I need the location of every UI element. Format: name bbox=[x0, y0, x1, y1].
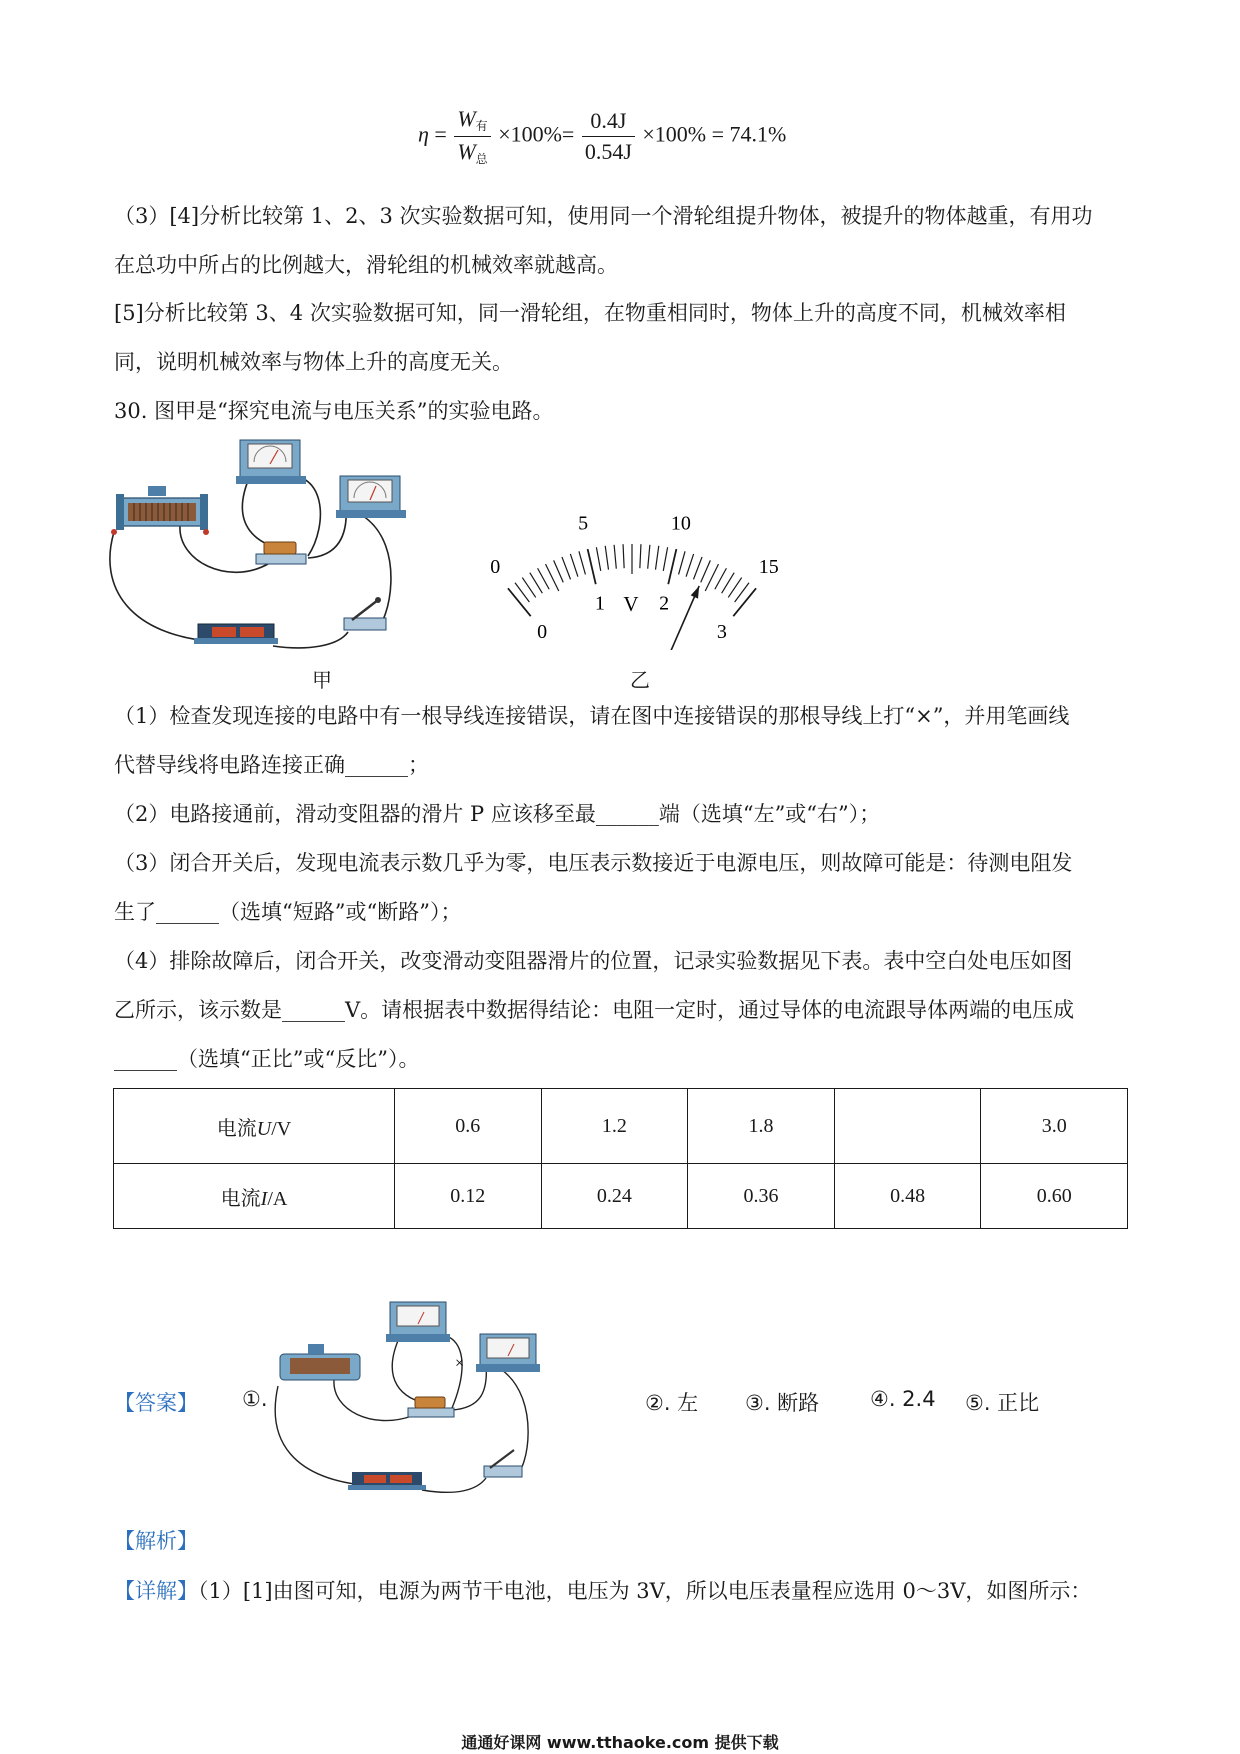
dial-upper-label: 0 bbox=[490, 555, 501, 578]
dial-tick bbox=[562, 557, 571, 579]
dial-tick bbox=[538, 568, 550, 589]
table-cell-blank bbox=[834, 1089, 981, 1164]
efficiency-formula bbox=[418, 106, 786, 174]
jiexi-tag: 【解析】 bbox=[114, 1529, 198, 1553]
figure-label-right: 乙 bbox=[630, 668, 650, 692]
dial-lower-label: 1 bbox=[594, 592, 605, 615]
answer-tag: 【答案】 bbox=[114, 1391, 198, 1415]
needle-arrowhead bbox=[691, 586, 699, 599]
analysis-line: （3）[4]分析比较第 1、2、3 次实验数据可知，使用同一个滑轮组提升物体，被提升的物体越重，有用功 bbox=[114, 204, 1093, 228]
answer-item-3: ③. 断路 bbox=[745, 1391, 820, 1415]
dial-lower-label: 2 bbox=[659, 592, 670, 615]
question-line: 乙所示，该示数是______V。请根据表中数据得结论：电阻一定时，通过导体的电流跟导体两端的电压成 bbox=[114, 998, 1075, 1022]
dial-tick bbox=[614, 545, 616, 569]
dial-tick bbox=[596, 547, 600, 571]
page-footer: 通通好课网 www.tthaoke.com 提供下载 bbox=[461, 1733, 779, 1752]
value-fraction bbox=[582, 108, 635, 165]
dial-tick bbox=[679, 551, 685, 574]
dial-tick bbox=[648, 545, 650, 569]
dial-tick bbox=[668, 549, 676, 584]
corrected-circuit-diagram bbox=[272, 1300, 590, 1500]
voltmeter bbox=[336, 476, 406, 518]
question-line: （4）排除故障后，闭合开关，改变滑动变阻器滑片的位置，记录实验数据见下表。表中空白处电压如图 bbox=[114, 949, 1073, 973]
times-hundred: ×100%= bbox=[498, 121, 575, 147]
table-cell: 1.2 bbox=[541, 1089, 688, 1164]
dial-upper-label: 15 bbox=[758, 555, 779, 578]
useful-work-symbol: W bbox=[457, 106, 476, 131]
table-cell: 0.60 bbox=[981, 1164, 1128, 1229]
ammeter bbox=[236, 440, 306, 484]
question-line: ______（选填“正比”或“反比”）。 bbox=[114, 1047, 420, 1071]
battery-box bbox=[194, 624, 278, 644]
question-line: 代替导线将电路连接正确______； bbox=[114, 753, 429, 777]
dial-tick bbox=[693, 557, 702, 579]
dial-tick bbox=[663, 547, 667, 571]
question-line: 生了______（选填“短路”或“断路”）； bbox=[114, 900, 462, 924]
answer-item-4: ④. 2.4 bbox=[870, 1387, 936, 1411]
table-cell: 0.48 bbox=[834, 1164, 981, 1229]
dial-tick bbox=[733, 588, 756, 616]
dial-tick bbox=[579, 551, 585, 574]
circuit-diagram bbox=[108, 436, 458, 666]
dial-upper-label: 10 bbox=[670, 512, 691, 535]
dial-tick bbox=[686, 554, 694, 577]
table-row-label: 电流U/V bbox=[114, 1089, 395, 1164]
eta-symbol: η bbox=[418, 121, 429, 147]
question-line: （2）电路接通前，滑动变阻器的滑片 P 应该移至最______端（选填“左”或“右”）； bbox=[114, 802, 881, 826]
dial-tick bbox=[530, 573, 543, 593]
dial-lower-label: 3 bbox=[716, 621, 727, 644]
cross-mark-icon: × bbox=[455, 1355, 465, 1372]
table-row bbox=[114, 1164, 1128, 1229]
voltmeter-dial bbox=[480, 490, 800, 650]
analysis-line: [5]分析比较第 3、4 次实验数据可知，同一滑轮组，在物重相同时，物体上升的高度不同，机械效率相 bbox=[114, 301, 1066, 325]
data-table bbox=[113, 1088, 1128, 1229]
dial-tick bbox=[623, 544, 624, 568]
answer-item-5: ⑤. 正比 bbox=[965, 1391, 1040, 1415]
table-row-label: 电流I/A bbox=[114, 1164, 395, 1229]
fixed-resistor bbox=[256, 542, 306, 564]
dial-tick bbox=[656, 546, 659, 570]
analysis-line: 同，说明机械效率与物体上升的高度无关。 bbox=[114, 350, 513, 374]
dial-tick bbox=[570, 554, 578, 577]
dial-tick bbox=[508, 588, 531, 616]
figure-label-left: 甲 bbox=[312, 668, 332, 692]
total-subscript: 总 bbox=[475, 152, 488, 166]
answer-item-2: ②. 左 bbox=[645, 1391, 699, 1415]
numerator-value: 0.4J bbox=[582, 108, 635, 137]
table-cell: 0.6 bbox=[395, 1089, 542, 1164]
useful-subscript: 有 bbox=[475, 119, 488, 133]
total-work-symbol: W bbox=[457, 139, 476, 164]
analysis-line: 在总功中所占的比例越大，滑轮组的机械效率就越高。 bbox=[114, 253, 618, 277]
detail-line bbox=[114, 1577, 1091, 1605]
question-line: （3）闭合开关后，发现电流表示数几乎为零，电压表示数接近于电源电压，则故障可能是：待测电阻发 bbox=[114, 851, 1073, 875]
dial-tick bbox=[588, 549, 596, 584]
dial-unit-label: V bbox=[623, 592, 639, 616]
dial-upper-label: 5 bbox=[578, 512, 589, 535]
dial-tick bbox=[715, 568, 727, 589]
formula-result: ×100% = 74.1% bbox=[642, 121, 787, 147]
answer-item-1: ①. bbox=[242, 1387, 268, 1411]
rheostat bbox=[111, 486, 209, 535]
table-cell: 3.0 bbox=[981, 1089, 1128, 1164]
table-cell: 0.24 bbox=[541, 1164, 688, 1229]
table-row bbox=[114, 1089, 1128, 1164]
dial-lower-label: 0 bbox=[537, 621, 548, 644]
table-cell: 0.36 bbox=[688, 1164, 835, 1229]
question-title: 30. 图甲是“探究电流与电压关系”的实验电路。 bbox=[114, 399, 554, 423]
detail-tag: 【详解】 bbox=[114, 1579, 198, 1603]
dial-tick bbox=[554, 560, 564, 582]
dial-tick bbox=[640, 544, 641, 568]
equals-sign: = bbox=[434, 121, 447, 147]
table-cell: 1.8 bbox=[688, 1089, 835, 1164]
work-fraction bbox=[454, 106, 490, 167]
question-line: （1）检查发现连接的电路中有一根导线连接错误，请在图中连接错误的那根导线上打“×”，并用笔画线 bbox=[114, 704, 1070, 728]
dial-tick bbox=[701, 560, 711, 582]
dial-tick bbox=[722, 573, 735, 593]
switch bbox=[344, 597, 386, 630]
detail-text: （1）[1]由图可知，电源为两节干电池，电压为 3V，所以电压表量程应选用 0～3V，如图所示： bbox=[198, 1579, 1092, 1603]
dial-tick bbox=[605, 546, 608, 570]
table-cell: 0.12 bbox=[395, 1164, 542, 1229]
denominator-value: 0.54J bbox=[584, 139, 632, 164]
